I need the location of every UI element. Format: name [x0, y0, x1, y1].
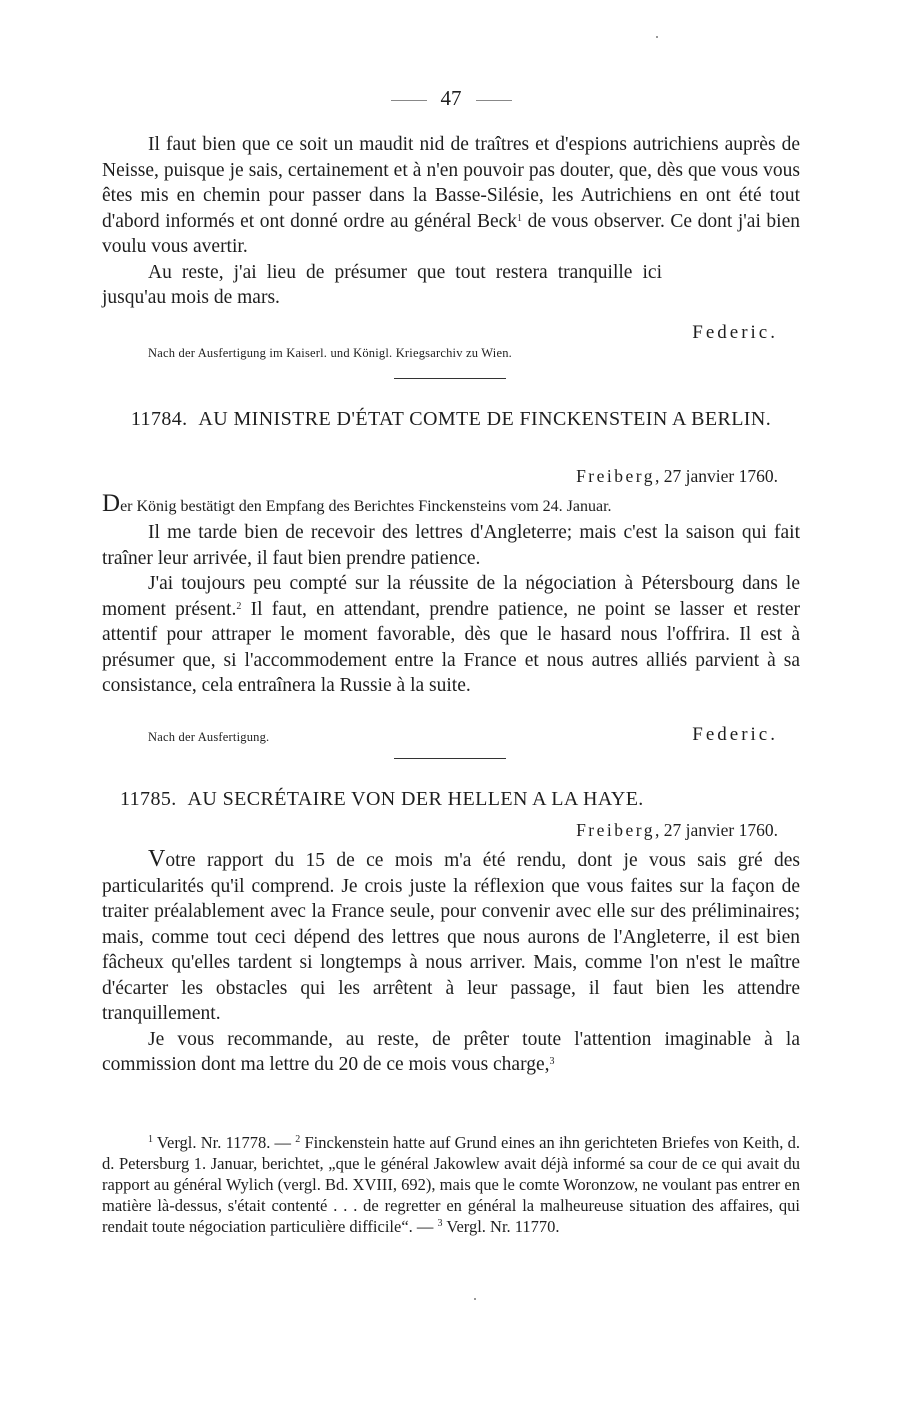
- previous-letter-text-tail: de vous observer. Ce dont j'ai bien voulu vous avertir.: [102, 210, 800, 257]
- entry-heading-11784: [102, 408, 800, 431]
- entry-body-11785: [102, 847, 800, 1078]
- body-text-tail: Il faut, en attendant, prendre patience, ne point se lasser et rester attentif pour attraper le moment favorable, dès que le hasard nous l'offrira. Il est à présumer que, si l'accommodement entre la France et nous autres alliés parvient à sa consistance, cela entraînera la Russie à la suite.: [102, 598, 800, 696]
- previous-letter-paragraph-2: Au reste, j'ai lieu de présumer que tout restera tranquille ici jusqu'au mois de mars.: [102, 261, 662, 308]
- entry-title: AU SECRÉTAIRE VON DER HELLEN A LA HAYE.: [187, 788, 644, 810]
- source-note: Nach der Ausfertigung im Kaiserl. und Königl. Kriegsarchiv zu Wien.: [148, 346, 512, 360]
- footnotes: [102, 1132, 800, 1237]
- source-note: Nach der Ausfertigung.: [148, 730, 270, 744]
- book-page: [102, 0, 800, 1404]
- entry-number: 11784.: [130, 408, 188, 430]
- entry-number: 11785.: [120, 788, 177, 810]
- footnote-2: Finckenstein hatte auf Grund eines an ihn gerichteten Briefes von Keith, d. d. Petersburg 1. Januar, berichtet, „que le général Jakowlew avait déjà informé sa cour de ce qui avait du rapport au général Wylich (vergl. Bd. XVIII, 692), mais que le comte Woronzow, ne voulant pas entrer en matière là-dessus, s'était contenté . . . de regretter en général la malheureuse situation des affaires, qui rendait toute négociation particulière difficile“. —: [102, 1133, 800, 1236]
- dateline: [576, 820, 778, 841]
- signature: Federic.: [692, 322, 778, 343]
- signature: Federic.: [692, 724, 778, 745]
- body-paragraph: [102, 1027, 800, 1078]
- body-text: Je vous recommande, au reste, de prêter toute l'attention imaginable à la commission dont ma lettre du 20 de ce mois vous charge,: [102, 1028, 800, 1075]
- print-speck: [474, 1298, 476, 1300]
- summary-text: er König bestätigt den Empfang des Berichtes Finckensteins vom 24. Januar.: [120, 498, 612, 515]
- previous-letter-text: Il faut bien que ce soit un maudit nid de traîtres et d'espions autrichiens auprès de Neisse, puisque je sais, certainement et à n'en pouvoir pas douter, que, dès que vous vous êtes mis en chemin pour passer dans la Basse-Silésie, les Autrichiens en ont été tout d'abord informés et ont donné ordre au général Beck: [102, 134, 800, 232]
- dateline-place: Freiberg: [576, 820, 656, 840]
- entry-summary: [102, 490, 800, 518]
- footnote-mark-3: 3: [437, 1218, 443, 1229]
- page-header: [102, 86, 800, 111]
- print-speck: [656, 36, 658, 38]
- entry-title: AU MINISTRE D'ÉTAT COMTE DE FINCKENSTEIN A BERLIN.: [198, 408, 772, 430]
- footnote-ref-1: 1: [517, 212, 523, 224]
- separator-rule: [394, 378, 506, 379]
- previous-letter-body: [102, 132, 800, 311]
- entry-heading-11785: [120, 788, 818, 811]
- body-text: J'ai toujours peu compté sur la réussite de la négociation à Pétersbourg dans le moment présent.: [102, 573, 800, 620]
- dateline-place: Freiberg: [576, 466, 656, 486]
- header-rule-right: [476, 100, 512, 101]
- footnote-mark-2: 2: [295, 1134, 301, 1145]
- paragraph-initial: V: [148, 846, 166, 872]
- dateline-date: , 27 janvier 1760.: [655, 820, 778, 840]
- separator-rule: [394, 758, 506, 759]
- summary-initial: D: [102, 490, 121, 517]
- entry-body-11784: [102, 520, 800, 699]
- dateline-date: , 27 janvier 1760.: [655, 466, 778, 486]
- footnote-3: Vergl. Nr. 11770.: [442, 1217, 560, 1236]
- page-number: 47: [440, 86, 462, 110]
- body-paragraph: [102, 571, 800, 699]
- footnote-mark-1: 1: [148, 1134, 153, 1145]
- footnote-ref-3: 3: [549, 1056, 555, 1067]
- footnote-block: [102, 1132, 800, 1237]
- previous-letter-paragraph: [102, 132, 800, 260]
- body-paragraph: [102, 847, 800, 1027]
- footnote-1: Vergl. Nr. 11778. —: [153, 1133, 296, 1152]
- footnote-ref-2: 2: [236, 600, 242, 612]
- body-paragraph: Il me tarde bien de recevoir des lettres d'Angleterre; mais c'est la saison qui fait traîner leur arrivée, il faut bien prendre patience.: [102, 522, 800, 569]
- header-rule-left: [391, 100, 427, 101]
- dateline: [576, 466, 778, 487]
- body-text: otre rapport du 15 de ce mois m'a été rendu, dont je vous sais gré des particularités qu'il comprend. Je crois juste la réflexion que vous faites sur la façon de traiter préalablement avec la France seule, pour convenir avec elle sur des préliminaires; mais, comme tout ceci dépend des lettres que nous aurons de l'Angleterre, il est bien fâcheux qu'elles tardent si longtemps à nous arriver. Mais, comme l'on n'est le maître d'écarter les obstacles qui les arrêtent à leur passage, il faut bien les attendre tranquillement.: [102, 850, 800, 1024]
